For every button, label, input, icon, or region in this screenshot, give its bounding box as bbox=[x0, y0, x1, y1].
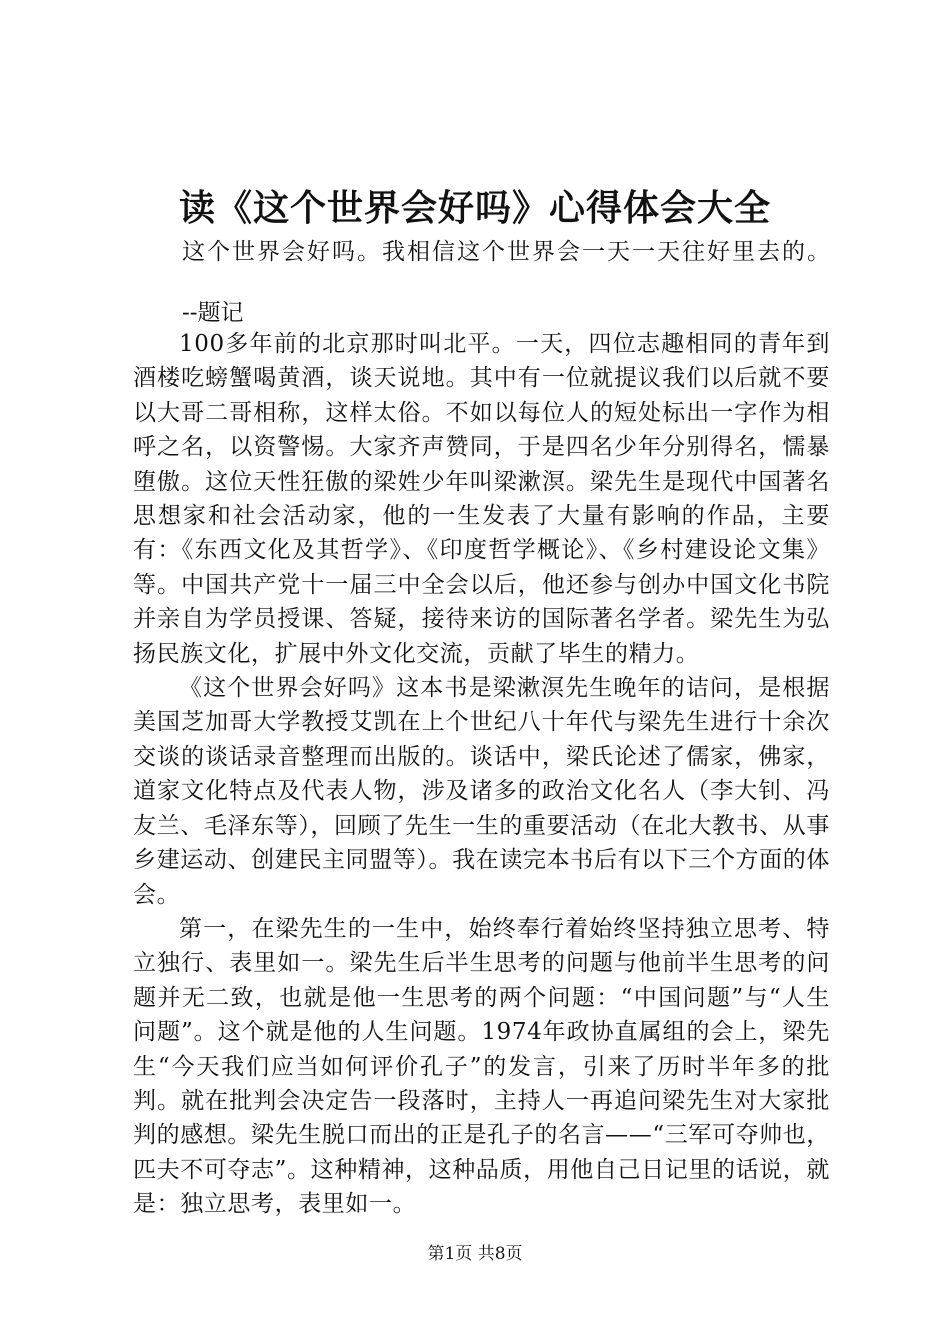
epigraph: --题记 bbox=[182, 300, 244, 326]
paragraph-book-background: 《这个世界会好吗》这本书是梁漱溟先生晚年的诘问，是根据美国芝加哥大学教授艾凯在上个世纪八十年代与梁先生进行十余次交谈的谈话录音整理而出版的。谈话中，梁氏论述了儒家，佛家，道家文化特点及代表人物，涉及诸多的政治文化名人（李大钊、冯友兰、毛泽东等），回顾了先生一生的重要活动（在北大教书、从事乡建运动、创建民主同盟等）。我在读完本书后有以下三个方面的体会。 bbox=[133, 675, 830, 908]
document-title: 读《这个世界会好吗》心得体会大全 bbox=[178, 187, 771, 229]
paragraph-first-insight: 第一，在梁先生的一生中，始终奉行着始终坚持独立思考、特立独行、表里如一。梁先生后半生思考的问题与他前半生思考的问题并无二致，也就是他一生思考的两个问题：“中国问题”与“人生问题”。这个就是他的人生问题。1974年政协直属组的会上，梁先生“今天我们应当如何评价孔子”的发言，引来了历时半年多的批判。就在批判会决定告一段落时，主持人一再追问梁先生对大家批判的感想。梁先生脱口而出的正是孔子的名言——“三军可夺帅也，匹夫不可夺志”。这种精神，这种品质，用他自己日记里的话说，就是：独立思考，表里如一。 bbox=[133, 915, 830, 1218]
paragraph-intro: 100多年前的北京那时叫北平。一天，四位志趣相同的青年到酒楼吃螃蟹喝黄酒，谈天说地。其中有一位就提议我们以后就不要以大哥二哥相称，这样太俗。不如以每位人的短处标出一字作为相呼之名，以资警惕。大家齐声赞同，于是四名少年分别得名，懦暴堕傲。这位天性狂傲的梁姓少年叫梁漱溟。梁先生是现代中国著名思想家和社会活动家，他的一生发表了大量有影响的作品，主要有：《东西文化及其哲学》、《印度哲学概论》、《乡村建设论文集》等。中国共产党十一届三中全会以后，他还参与创办中国文化书院并亲自为学员授课、答疑，接待来访的国际著名学者。梁先生为弘扬民族文化，扩展中外文化交流，贡献了毕生的精力。 bbox=[133, 331, 830, 667]
body-text bbox=[133, 327, 830, 1222]
document-subtitle: 这个世界会好吗。我相信这个世界会一天一天往好里去的。 bbox=[182, 239, 832, 265]
page-indicator: 第1页 共8页 bbox=[427, 1244, 523, 1264]
